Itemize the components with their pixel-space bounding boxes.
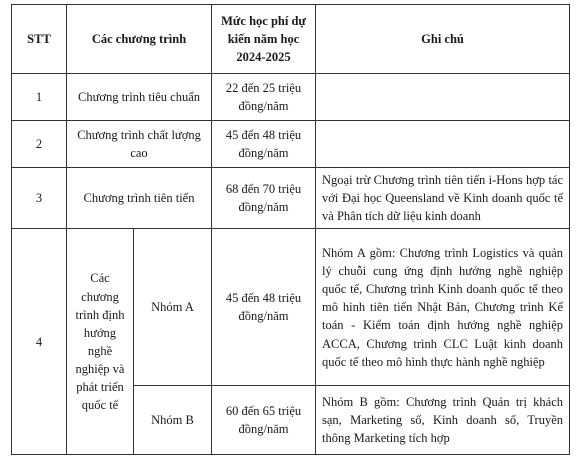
- row-stt: 4: [12, 229, 67, 455]
- row-fee: 60 đến 65 triệu đồng/năm: [212, 386, 316, 455]
- row-program: Chương trình tiên tiến: [67, 168, 212, 229]
- tuition-fee-table: [11, 4, 570, 455]
- row-program: Các chương trình định hướng nghề nghiệp và phát triển quốc tế: [67, 229, 134, 455]
- header-row: [12, 5, 570, 74]
- row-program: Chương trình chất lượng cao: [67, 121, 212, 168]
- header-fee: Mức học phí dự kiến năm học 2024-2025: [212, 5, 316, 74]
- fee-table-container: [11, 4, 569, 455]
- header-program: Các chương trình: [67, 5, 212, 74]
- table-row: [12, 121, 570, 168]
- row-stt: 2: [12, 121, 67, 168]
- row-stt: 3: [12, 168, 67, 229]
- row-note: Nhóm B gồm: Chương trình Quản trị khách sạn, Marketing số, Kinh doanh số, Truyền thông Marketing tích hợp: [316, 386, 570, 455]
- row-fee: 45 đến 48 triệu đồng/năm: [212, 121, 316, 168]
- row-note: [316, 121, 570, 168]
- row-note: Ngoại trừ Chương trình tiên tiến i-Hons hợp tác với Đại học Queensland về Kinh doanh quốc tế và Phân tích dữ liệu kinh doanh: [316, 168, 570, 229]
- row-fee: 45 đến 48 triệu đồng/năm: [212, 229, 316, 386]
- table-row: [12, 229, 570, 386]
- row-stt: 1: [12, 74, 67, 121]
- row-program: Chương trình tiêu chuẩn: [67, 74, 212, 121]
- table-row: [12, 74, 570, 121]
- row-note: [316, 74, 570, 121]
- group-name: Nhóm B: [134, 386, 212, 455]
- header-stt: STT: [12, 5, 67, 74]
- header-note: Ghi chú: [316, 5, 570, 74]
- row-fee: 22 đến 25 triệu đồng/năm: [212, 74, 316, 121]
- row-fee: 68 đến 70 triệu đồng/năm: [212, 168, 316, 229]
- group-name: Nhóm A: [134, 229, 212, 386]
- row-note: Nhóm A gồm: Chương trình Logistics và quản lý chuỗi cung ứng định hướng nghề nghiệp quốc tế, Chương trình Kinh doanh quốc tế theo mô hình tiên tiến Nhật Bản, Chương trình Kế toán - Kiểm toán định hướng nghề nghiệp ACCA, Chương trình CLC Luật kinh doanh quốc tế theo mô hình thực hành nghề nghiệp: [316, 229, 570, 386]
- table-row: [12, 168, 570, 229]
